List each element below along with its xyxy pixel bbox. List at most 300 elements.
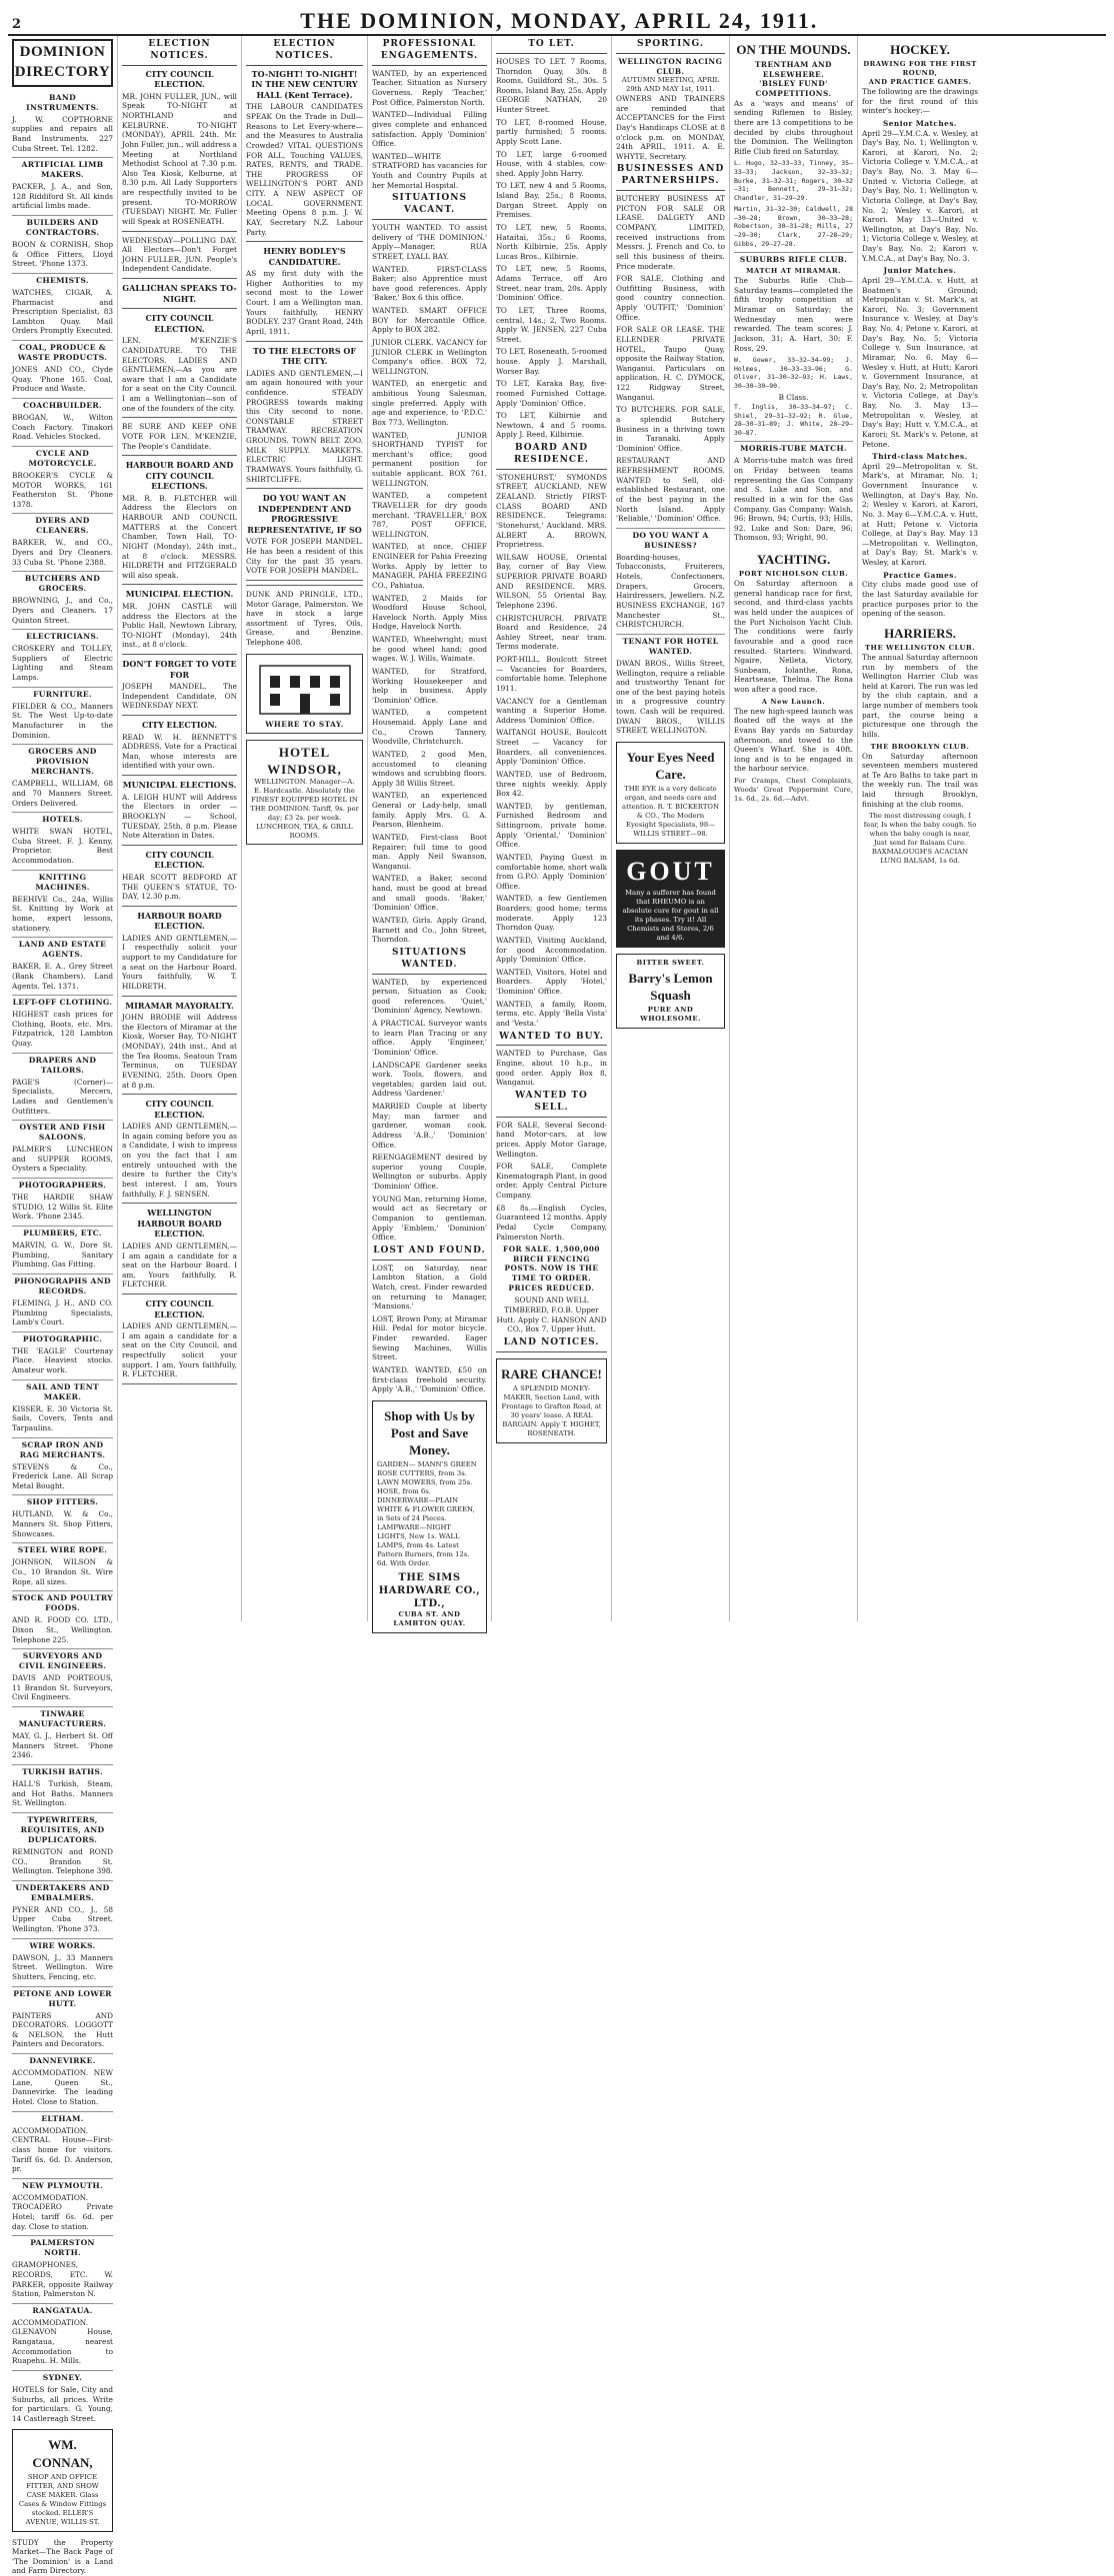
business-header: BUSINESSES AND PARTNERSHIPS. <box>616 164 725 191</box>
directory-section-title: HOTELS. <box>12 812 113 825</box>
notice-heading: HARBOUR BOARD AND CITY COUNCIL ELECTIONS. <box>125 460 234 492</box>
yachting-heading: YACHTING. <box>756 552 831 568</box>
notice-text: JOHN BRODIE will Address the Electors of Miramar at the Kiosk, Worser Bay, TO-NIGHT (MONDAY), 24th inst., And at the Tea Rooms, Seatoun Tram Terminus, on TUESDAY EVENING, 25th. Doors Open at 8 p.m. <box>122 1013 237 1090</box>
directory-section-title: SURVEYORS AND CIVIL ENGINEERS. <box>12 1648 113 1671</box>
brooklyn-text: On Saturday afternoon seventeen members mustered at Te Aro Baths to take part in the weekly run. The trail was laid through Brooklyn, finishing at the club rooms. <box>862 751 978 809</box>
classified-item: WANTED, a few Gentlemen Boarders; good home; terms moderate. Apply 123 Thorndon Quay. <box>496 894 607 933</box>
directory-entry: HUTLAND, W. & Co., Manners St. Shop Fitters, Showcases. <box>12 1509 113 1538</box>
directory-section-title: DANNEVIRKE. <box>12 2053 113 2066</box>
mounds-intro: As a 'ways and means' of sending Riflemen to Bisley, there are 13 competitions to be decided by clubs throughout the Dominion. The Wellington Rifle Club fired on Saturday. <box>734 98 853 156</box>
directory-section-title: KNITTING MACHINES. <box>12 870 113 893</box>
notice-heading: MIRAMAR MAYORALTY. <box>125 1000 234 1011</box>
column-directory <box>8 36 118 2576</box>
directory-entry: DAVIS AND PORTEOUS, 11 Brandon St. Surveyors, Civil Engineers. <box>12 1673 113 1702</box>
property-note: STUDY the Property Market—The Back Page of 'The Dominion' is a Land and Farm Directory. <box>12 2537 113 2576</box>
election-notice <box>122 69 237 227</box>
notice-text: AS my first duty with the Higher Authorities to my second most to the Lower Court. I am a Wellington man. Yours faithfully, HENRY BODLEY. 237 Grant Road, 24th April, 1911. <box>246 269 363 336</box>
practice-title: Practice Games. <box>883 570 957 580</box>
hotel-text: WELLINGTON. Manager—A. E. Hardcastle. Absolutely the FINEST EQUIPPED HOTEL IN THE DOMINION. Tariff, 9s. per day; £3 2s. per week. LUNCHEON, TEA, & GRILL ROOMS. <box>250 778 359 841</box>
directory-entry: ACCOMMODATION. GLENAVON House, Rangataua, nearest Accommodation to Ruapehu. H. Mills. <box>12 2317 113 2366</box>
mounds-heading: ON THE MOUNDS. <box>736 42 851 57</box>
notice-heading: CITY COUNCIL ELECTION. <box>145 313 214 334</box>
professional-header: PROFESSIONAL ENGAGEMENTS. <box>372 39 487 66</box>
page-number: 2 <box>12 17 22 32</box>
notice-divider <box>122 278 237 279</box>
notice-heading: GALLICHAN SPEAKS TO-NIGHT. <box>122 283 237 304</box>
classified-item: £8 8s.—English Cycles, Guaranteed 12 months. Apply Pedal Cycle Company, Palmerston North. <box>496 1203 607 1242</box>
morris-text: A Morris-tube match was fired on Friday between teams representing the Gas Company and S. Luke and Son, and resulted in a win for the Gas Company. Gas Company: Walsh, 96; Brown, 94; Curtis, 93; Hills, 92. Luke and Son: Dare, 96; Thomson, 93; Wright, 90. <box>734 456 853 543</box>
directory-entry: KISSER, E. 30 Victoria St. Sails, Covers, Tents and Tarpaulins. <box>12 1403 113 1432</box>
classified-item: WANTED, a competent TRAVELLER for dry goods merchant. 'TRAVELLER,' BOX 787, POST OFFICE, WELLINGTON. <box>372 491 487 539</box>
classified-item: WANTED, Paying Guest in comfortable home, short walk from G.P.O. Apply 'Dominion' Office. <box>496 852 607 891</box>
sporting-header: SPORTING. <box>616 39 725 54</box>
newspaper-title: THE DOMINION, MONDAY, APRIL 24, 1911. <box>300 8 819 33</box>
election-notice <box>246 69 363 237</box>
classified-item: PORT-HILL, Boulcott Street — Vacancies for Boarders, comfortable home. Telephone 1911. <box>496 655 607 693</box>
eyes-title: Your Eyes Need Care. <box>626 749 715 783</box>
column-rifle <box>730 36 858 1621</box>
hockey-sub: DRAWING FOR THE FIRST ROUND, <box>863 60 977 78</box>
classified-item: TO LET, Kilbirnie and Newtown, 4 and 5 rooms. Apply J. Reed, Kilbirnie. <box>496 411 607 440</box>
directory-section-title: BUTCHERS AND GROCERS. <box>12 571 113 594</box>
professional-items <box>372 69 487 191</box>
directory-section-title: TYPEWRITERS, REQUISITES, AND DUPLICATORS. <box>12 1812 113 1845</box>
suburbs-header: SUBURBS RIFLE CLUB. <box>734 252 853 265</box>
hockey-intro: The following are the drawings for the first round of this winter's hockey:— <box>862 87 978 116</box>
cramps-ad: For Cramps, Chest Complaints, Woods' Great Peppermint Cure, 1s. 6d., 2s. 6d.—Advt. <box>734 777 853 803</box>
connan-text: SHOP AND OFFICE FITTER, AND SHOW CASE MAKER. Glass Cases & Window Fittings stocked. ELLER'S AVENUE, WILLIS ST. <box>18 2472 107 2526</box>
classified-item: WANTED, First-class Boot Repairer; full time to good man. Apply Neil Swanson, Wanganui. <box>372 832 487 871</box>
wanted-buy-header: WANTED TO BUY. <box>496 1032 607 1047</box>
notice-text: LEN. M'KENZIE'S CANDIDATURE. TO THE ELECTORS. LADIES AND GENTLEMEN,—As you are aware that I am a Candidate for a seat on the City Council. I am a Wellingtonian—son of one of the founders of the city. <box>122 336 237 413</box>
notice-heading: TO THE ELECTORS OF THE CITY. <box>252 345 357 367</box>
notice-divider <box>122 584 237 585</box>
notice-divider <box>122 715 237 716</box>
squash-sub: PURE AND WHOLESOME. <box>640 1006 701 1024</box>
notice-heading: DO YOU WANT AN INDEPENDENT AND PROGRESSIVE REPRESENTATIVE, IF SO <box>247 493 362 535</box>
classified-item: LOST, Brown Pony, at Miramar Hill. Pedal for motor bicycle. Finder rewarded. Eager Sewing Machines, Willis Street. <box>372 1313 487 1362</box>
directory-section-title: RANGATAUA. <box>12 2303 113 2316</box>
column-situations <box>368 36 492 1628</box>
classified-item: TO LET, 8-roomed House, partly furnished; 5 rooms. Apply Scott Lane. <box>496 117 607 146</box>
board-header: BOARD AND RESIDENCE. <box>496 443 607 470</box>
directory-entry: WHITE SWAN HOTEL, Cuba Street. F. J. Kenny, Proprietor. Best Accommodation. <box>12 827 113 866</box>
directory-entry: BEEHIVE Co., 24a, Willis St. Knitting by Work at home, expert lessons, stationery. <box>12 894 113 933</box>
directory-entry: BARKER, W., and CO., Dyers and Dry Cleaners. 33 Cuba St. 'Phone 2388. <box>12 538 113 567</box>
classified-item: FOR SALE, Several Second-hand Motor-cars, at low prices. Apply Motor Garage, Wellington. <box>496 1120 607 1159</box>
directory-entry: GRAMOPHONES, RECORDS, ETC. W. PARKER, opposite Railway Station, Palmerston N. <box>12 2260 113 2299</box>
election-notice <box>122 1208 237 1289</box>
directory-section-title: CHEMISTS. <box>12 273 113 286</box>
directory-section-title: OYSTER AND FISH SALOONS. <box>12 1120 113 1143</box>
election-notice <box>122 1298 237 1379</box>
rare-chance-ad <box>496 1358 607 1443</box>
directory-section-title: LEFT-OFF CLOTHING. <box>12 995 113 1008</box>
notice-heading: TO-NIGHT! TO-NIGHT! IN THE NEW CENTURY HALL (Kent Terrace). <box>251 68 358 100</box>
directory-entry: BROGAN, W., Wilton Coach Factory. Tinakori Road. Vehicles Stocked. <box>12 413 113 442</box>
rare-chance-text: A SPLENDID MONEY-MAKER, Section Land, with Frontage to Grafton Road, at 30 years' lease. A REAL BARGAIN. Apply T. HIGHET, ROSENEATH. <box>501 1383 602 1437</box>
to-let-items <box>496 57 607 440</box>
squash-ad <box>616 954 725 1029</box>
sims-text: GARDEN— MANN'S GREEN ROSE CUTTERS, from 3s. LAWN MOWERS, from 25s. HOSE, from 6s. DINNERWARE—PLAIN WHITE & FLOWER GREEN, in Sets of 24 Pieces. LAMPWARE—NIGHT LIGHTS, New 1s. WALL LAMPS, from 4s. Latest Pattern Burners, from 12s. 6d. With Order. <box>377 1460 477 1567</box>
notice-text: THE LABOUR CANDIDATES SPEAK On the Trade in Dull—Reasons to Let Every-where—and the Measures to Australia Crowded? VITAL QUESTIONS FOR ALL, Touching VALUES, RATES, RENTS, and TRADE. THE PROGRESS OF WELLINGTON'S PORT AND CITY. A NEW ASPECT OF LOCAL GOVERNMENT. Meeting Opens 8 p.m. J. W. KAY, Secretary N.Z. Labour Party. <box>246 102 363 237</box>
classified-item: HOUSES TO LET. 7 Rooms, Thorndon Quay, 30s. 8 Rooms, Guildford St., 30s. 5 Rooms, Island Bay, 25s. Apply GEORGE NATHAN, 20 Hunter Street. <box>496 56 607 114</box>
yachting-sub: PORT NICHOLSON CLUB. <box>738 570 849 579</box>
business-items <box>616 194 725 524</box>
directory-section-title: DRAPERS AND TAILORS. <box>12 1053 113 1076</box>
notice-text: MR. JOHN FULLER, JUN., will Speak TO-NIGHT at NORTHLAND and KELBURNE. TO-NIGHT (MONDAY), APRIL 24th. Mr. John Fuller, jun., will address a Meeting at Northland Methodist School at 7.30 p.m. Also Tea Kiosk, Kelburne, at 8.30 p.m. All Lady Supporters are respectfully invited to be present. TO-MORROW (TUESDAY) NIGHT. Mr. Fuller will Speak at ROSENEATH. <box>122 91 237 226</box>
directory-entry: STEVENS & Co., Frederick Lane. All Scrap Metal Bought. <box>12 1461 113 1490</box>
classified-item: TO LET, large 6-roomed House, with 4 stables, cow-shed. Apply John Harry. <box>496 149 607 178</box>
notice-heading: MUNICIPAL ELECTIONS. <box>122 780 237 791</box>
classified-item: TO LET, Karaka Bay, five-roomed Furnished Cottage. Apply 'Dominion' Office. <box>496 379 607 408</box>
directory-entry: BAKER, E. A., Grey Street (Bank Chambers). Land Agents. Tel. 1371. <box>12 962 113 991</box>
balsam-ad: The most distressing cough, I fear, Is when the baby cough. So when the baby cough is near, Just send for Balsam Cure. BAXMALOUGH'S ACACIAN LUNG BALSAM, 1s 6d. <box>863 812 977 866</box>
squash-tag: BITTER SWEET. <box>636 959 705 968</box>
classified-item: A PRACTICAL Surveyor wants to learn Plan Tracing or any office. Apply 'Engineer,' 'Dominion' Office. <box>372 1019 487 1057</box>
notice-heading: HENRY BODLEY'S CANDIDATURE. <box>263 246 346 267</box>
notice-divider <box>122 308 237 309</box>
election-notice <box>122 313 237 413</box>
directory-section-title: PALMERSTON NORTH. <box>12 2235 113 2258</box>
new-launch-title: A New Launch. <box>761 697 826 706</box>
suburbs-scores-a: W. Gower, 33—32—34—99; J. Holmes, 30—33—33—96; G. Oliver, 31—30—32—93; H. Laws, 30—30—30—90. <box>734 356 853 390</box>
hockey-sub2: AND PRACTICE GAMES. <box>868 78 972 87</box>
election-notice <box>122 1099 237 1199</box>
directory-entry: THE 'EAGLE' Courtenay Place. Heaviest stocks. Amateur work. <box>12 1345 113 1375</box>
directory-section-title: PHONOGRAPHS AND RECORDS. <box>12 1274 113 1296</box>
election-notices-1 <box>122 69 237 1384</box>
notice-text: LADIES AND GENTLEMEN,—In again coming before you as a Candidate, I wish to impress on you the fact that I am entirely untouched with the desire to further the City's best interest. I am, Yours faithfully, F. J. SENSEN. <box>122 1122 237 1199</box>
notice-divider <box>122 906 237 907</box>
notice-text: LADIES AND GENTLEMEN,—I am again honoured with your confidence. STEADY PROGRESS towards making this City second to none. CONSTABLE STREET TRAMWAY. RECREATION GROUNDS. TOWN BELT. ZOO. MILK SUPPLY. MARKETS. ELECTRIC LIGHT. TRAMWAYS. Yours faithfully, G. SHIRTCLIFFE. <box>246 368 363 484</box>
notice-heading: CITY COUNCIL ELECTION. <box>145 68 214 90</box>
classified-item: WANTED, 2 Maids for Woodford House School, Havelock North. Apply Miss Hodge, Havelock North. <box>372 593 487 632</box>
tenant-title: TENANT FOR HOTEL WANTED. <box>616 634 725 657</box>
timber-ad: SOUND AND WELL TIMBERED, F.O.B. Upper Hutt. Apply C. HANSON AND CO., Box 7, Upper Hutt. <box>496 1295 607 1334</box>
directory-entry: FLEMING, J. H., AND CO. Plumbing Specialists, Lamb's Court. <box>12 1297 113 1327</box>
directory-section-title: PHOTOGRAPHIC. <box>12 1331 113 1344</box>
to-let-header: TO LET. <box>496 39 607 54</box>
directory-entry: BROOKER'S CYCLE & MOTOR WORKS, 161 Featherston St. 'Phone 1378. <box>12 470 113 509</box>
election-header-1: ELECTION NOTICES. <box>122 39 237 66</box>
where-to-stay-cut <box>246 654 363 734</box>
election-notices-2 <box>246 69 363 581</box>
notice-divider <box>122 845 237 846</box>
directory-entry: PALMER'S LUNCHEON and SUPPER ROOMS, Oysters a Speciality. <box>12 1145 113 1174</box>
notice-divider <box>122 1203 237 1204</box>
junior-text: April 29—Y.M.C.A. v. Hutt, at Boatmen's Ground; Metropolitan v. St. Mark's, at Karori, No. 3; Government Insurance v. Wesley, at Day's Bay, No. 4; Petone v. Karori, at Day's Bay, No. 5; Victoria College v. Sun Insurance, at Miramar, No. 6. May 6—Wesley v. Hutt, at Hutt; Karori v. Government Insurance, at Day's Bay, No. 2; Metropolitan v. Victoria College, at Day's Bay, No. 3. May 13—Metropolitan v. Wesley, at Day's Bay; Hutt v. Y.M.C.A., at Karori; St. Mark's v. Petone, at Petone. <box>862 275 978 449</box>
classified-item: WANTED, JUNIOR SHORTHAND TYPIST for merchant's office; good permanent position for suitable applicant. BOX 761, WELLINGTON. <box>372 430 487 488</box>
directory-entry: BOON & CORNISH, Shop & Office Fitters, Lloyd Street. 'Phone 1373. <box>12 240 113 269</box>
classified-item: WANTED, by an experienced Teacher, Situation as Nursery Governess. Reply 'Teacher,' Post Office, Palmerston North. <box>372 68 487 107</box>
classified-item: RESTAURANT AND REFRESHMENT ROOMS. WANTED to Sell, old-established Restaurant, one of the best paying in the North Island. Apply 'Reliable,' 'Dominion' Office. <box>616 456 725 524</box>
eyes-text: THE EYE is a very delicate organ, and needs care and attention. R. T. BICKERTON & CO., The Modern Eyesight Specialists, 98—WILLIS STREET—98. <box>622 785 719 839</box>
notice-text: READ W. H. BENNETT'S ADDRESS, Vote for a Practical Man, whose interests are identified with your own. <box>122 732 237 771</box>
classified-item: 'STONEHURST,' SYMONDS STREET, AUCKLAND, NEW ZEALAND. Strictly FIRST-CLASS BOARD AND RESIDENCE. Telegrams: 'Stonehurst,' Auckland. MRS. ALBERT A. BROWN, Proprietress. <box>496 472 607 550</box>
directory-section-title: SHOP FITTERS. <box>12 1494 113 1507</box>
situations-wanted-items <box>372 978 487 1243</box>
race-subtitle: AUTUMN MEETING, APRIL 29th AND MAY 1st, 1911. <box>621 76 720 94</box>
notice-heading: CITY COUNCIL ELECTION. <box>145 1099 214 1120</box>
directory-entry: REMINGTON and ROND CO., Brandon St. Wellington. Telephone 398. <box>12 1846 113 1876</box>
classified-item: WANTED—Individual Filling gives complete and enhanced satisfaction. Apply 'Dominion' Office. <box>372 110 487 149</box>
board-items <box>496 473 607 1029</box>
election-header-2: ELECTION NOTICES. <box>246 39 363 66</box>
directory-section-title: ARTIFICIAL LIMB MAKERS. <box>12 157 113 180</box>
classified-item: WANTED, for Stratford, Working Housekeeper and help in business. Apply 'Dominion' Office. <box>372 666 487 705</box>
directory-entry: FIELDER & CO., Manners St. The West Up-to-date Manufacturer in the Dominion. <box>12 701 113 740</box>
notice-text: WEDNESDAY—POLLING DAY. All Electors—Don't Forget JOHN FULLER, JUN. People's Independent Candidate. <box>122 235 237 274</box>
directory-section-title: SCRAP IRON AND RAG MERCHANTS. <box>12 1437 113 1460</box>
hotel-name: HOTEL WINDSOR, <box>267 744 342 778</box>
wanted-general: WANTED. WANTED, £50 on first-class freehold security. Apply 'A.B.,' 'Dominion' Office. <box>372 1364 487 1394</box>
third-title: Third-class Matches. <box>872 452 968 462</box>
directory-entry: BROWNING, J., and Co., Dyers and Cleaners. 17 Quinton Street. <box>12 596 113 625</box>
column-sporting <box>612 36 730 1621</box>
classified-item: REENGAGEMENT desired by superior young Couple, Wellington or suburbs. Apply 'Dominion' Office. <box>372 1153 487 1191</box>
situations-vacant-header: SITUATIONS VACANT. <box>372 193 487 220</box>
mounds-scores-2: Martin, 31—32—30; Caldwell, 28—30—28; Brown, 30—33—28; Robertson, 30—31—28; Mills, 27—29—30; Clark, 27—28—29; Gibbs, 29—27—28. <box>734 205 853 248</box>
sims-title: Shop with Us by Post and Save Money. <box>384 1407 475 1458</box>
notice-divider <box>122 654 237 655</box>
election-notice <box>246 493 363 576</box>
election-notice <box>122 422 237 451</box>
classified-item: WILSAW HOUSE, Oriental Bay, corner of Bay View. SUPERIOR PRIVATE BOARD AND RESIDENCE. MRS. WILSON, 55 Oriental Bay. Telephone 2396. <box>496 552 607 610</box>
notice-text: JOSEPH MANDEL, The Independent Candidate, ON WEDNESDAY NEXT. <box>122 682 237 711</box>
directory-section-title: PHOTOGRAPHERS. <box>12 1178 113 1191</box>
building-icon <box>255 658 355 718</box>
practice-text: City clubs made good use of the last Saturday available for practice purposes prior to the opening of the season. <box>862 580 978 619</box>
directory-section-title: FURNITURE. <box>12 687 113 700</box>
suburbs-sub: MATCH AT MIRAMAR. <box>746 267 841 276</box>
directory-section-title: DYERS AND CLEANERS. <box>12 513 113 536</box>
directory-section-title: COAL, PRODUCE & WASTE PRODUCTS. <box>12 340 113 363</box>
directory-entry: DAWSON, J., 33 Manners Street. Wellington. Wire Shutters, Fencing, etc. <box>12 1952 113 1981</box>
notice-divider <box>246 241 363 242</box>
dwan-text: DWAN BROS., Willis Street, Wellington, require a reliable and trustworthy Tenant for one of the best paying hotels in a progressive country town. Cash will be required. DWAN BROS., WILLIS STREET, WELLINGTON. <box>616 658 725 736</box>
eyes-ad <box>616 742 725 844</box>
masthead-spacer <box>1097 17 1102 32</box>
directory-section-title: BAND INSTRUMENTS. <box>26 92 99 112</box>
directory-entry: HIGHEST cash prices for Clothing, Boots, etc. Mrs. Fitzpatrick, 128 Lambton Quay. <box>12 1010 113 1049</box>
classified-item: WANTED, Wheelwright; must be good wheel hand; good wages. W. J. Wills, Waimate. <box>372 635 487 664</box>
connan-name: WM. CONNAN, <box>32 2437 93 2470</box>
junior-title: Junior Matches. <box>883 266 957 276</box>
classified-item: WANTED, an experienced General or Lady-help, small family. Apply Mrs. G. A. Pearson, Blenheim. <box>372 791 487 830</box>
election-notice <box>122 911 237 992</box>
directory-section-title: GROCERS AND PROVISION MERCHANTS. <box>12 744 113 777</box>
election-notice <box>246 246 363 336</box>
directory-entry: CAMPBELL, WILLIAM, 68 and 70 Manners Street. Orders Delivered. <box>12 779 113 808</box>
classified-item: WAITANGI HOUSE, Boulcott Street — Vacancy for Boarders, all conveniences. Apply 'Dominion' Office. <box>496 728 607 767</box>
class-b-label: B Class. <box>778 393 809 403</box>
directory-heading: DOMINION DIRECTORY <box>12 39 113 87</box>
election-notice <box>122 659 237 711</box>
column-election-1 <box>118 36 242 1621</box>
directory-entry: PAINTERS AND DECORATORS. LOGGOTT & NELSON, the Hutt Painters and Decorators. <box>12 2010 113 2049</box>
notice-divider <box>122 417 237 418</box>
sims-name: THE SIMS HARDWARE CO., LTD., <box>378 1571 481 1610</box>
classified-item: WANTED, by experienced person, Situation as Cook; good references. 'Quiet,' 'Dominion' Agency, Newtown. <box>372 977 487 1016</box>
classified-item: WANTED, use of Bedroom, three nights weekly. Apply Box 42. <box>496 769 607 799</box>
classified-item: FOR SALE, Clothing and Outfitting Business, with good country connection. Apply 'OUTFIT,' 'Dominion' Office. <box>616 274 725 322</box>
election-notice <box>122 850 237 902</box>
lost-found-items <box>372 1264 487 1362</box>
mounds-scores-1: L. Hugo, 32—33—33, Tinney, 35—33—33; Jackson, 32—33—32; Burke, 31—32—31; Rogers, 30—32—31; Bennett, 29—31—32; Chandler, 31—29—29. <box>734 159 853 202</box>
column-election-2 <box>242 36 368 1621</box>
directory-section-title: SAIL AND TENT MAKER. <box>12 1379 113 1402</box>
election-notice <box>122 720 237 771</box>
directory-section-title: UNDERTAKERS AND EMBALMERS. <box>12 1880 113 1903</box>
classified-item: WANTED, at once, CHIEF ENGINEER for Pahia Freezing Works. Apply by letter to MANAGER, PAHIA FREEZING CO., Pahiatua. <box>372 542 487 590</box>
directory-section-title: STEEL WIRE ROPE. <box>12 1542 113 1555</box>
classified-item: TO LET, Roseneath, 5-roomed house. Apply J. Marshall, Worser Bay. <box>496 347 607 376</box>
notice-heading: MUNICIPAL ELECTION. <box>125 589 234 600</box>
sims-address: CUBA ST. AND LAMBTON QUAY. <box>393 1610 466 1628</box>
notice-heading: CITY ELECTION. <box>142 720 217 731</box>
directory-section-title: PETONE AND LOWER HUTT. <box>12 1986 113 2009</box>
land-notices-header: LAND NOTICES. <box>496 1337 607 1352</box>
directory-entry: HOTELS for Sale, City and Suburbs, all prices. Write for particulars. G. Young, 14 Castlereagh Street. <box>12 2384 113 2423</box>
directory-section-title: COACHBUILDER. <box>12 398 113 411</box>
notice-divider <box>122 231 237 232</box>
notice-heading: CITY COUNCIL ELECTION. <box>145 1298 214 1319</box>
classified-item: TO LET, Three Rooms, central, 14s.; 2, Two Rooms. Apply W. JENSEN, 227 Cuba Street. <box>496 305 607 344</box>
notice-text: MR. R. B. FLETCHER will Address the Electors on HARBOUR AND COUNCIL MATTERS at the Concert Chamber, Town Hall, TO-NIGHT (Monday), 24th inst., at 8 o'clock. MESSRS. HILDRETH and FITZGERALD will also speak. <box>122 493 237 580</box>
election-notice <box>122 283 237 304</box>
columns <box>8 36 1106 2576</box>
classified-item: CHRISTCHURCH. PRIVATE Board and Residence, 24 Ashley Street, near tram. Terms moderate. <box>496 613 607 652</box>
notice-divider <box>122 1293 237 1294</box>
directory-section-title: ELTHAM. <box>12 2111 113 2124</box>
classified-item: WANTED, 2 good Men, accustomed to cleaning windows and scrubbing floors. Apply 38 Willis Street. <box>372 749 487 788</box>
notice-text: LADIES AND GENTLEMEN,—I respectfully solicit your support to my Candidature for a seat on the Harbour Board. Yours faithfully, W. T. HILDRETH. <box>122 933 237 991</box>
harriers-heading: HARRIERS. <box>884 625 956 641</box>
gout-title: GOUT <box>626 857 715 886</box>
classified-item: WANTED. FIRST-CLASS Baker; also Apprentice must have good references. Apply 'Baker,' Box 6 this office. <box>372 264 487 303</box>
fencing-ad: FOR SALE. 1,500,000 BIRCH FENCING POSTS. NOW IS THE TIME TO ORDER. PRICES REDUCED. <box>503 1245 600 1292</box>
third-text: April 29—Metropolitan v. St. Mark's, at Miramar, No. 1; Government Insurance v. Wellington, at Day's Bay, No. 2; Wesley v. Karori, at Karori, No. 3. May 6—Y.M.C.A. v. Hutt, at Hutt; Petone v. Victoria College, at Day's Bay. May 13—Metropolitan v. Wellington, at Day's Bay; St. Mark's v. Wesley, at Karori. <box>862 461 978 568</box>
classified-item: WANTED. SMART OFFICE BOY for Mercantile Office. Apply to BOX 282. <box>372 306 487 335</box>
harriers-sub: THE WELLINGTON CLUB. <box>864 643 975 652</box>
classified-item: JUNIOR CLERK. VACANCY for JUNIOR CLERK in Wellington Company's office. BOX 72, WELLINGTON. <box>372 337 487 376</box>
wanted-sell-items <box>496 1121 607 1243</box>
directory-section-title: CYCLE AND MOTORCYCLE. <box>12 446 113 469</box>
directory-section-title: ELECTRICIANS. <box>12 629 113 642</box>
directory-entry: J. W. COPTHORNE supplies and repairs all Band Instruments. 227 Cuba Street. Tel. 1282. <box>12 114 113 153</box>
directory-entry: JONES AND CO., Clyde Quay. 'Phone 165. Coal, Produce and Waste. <box>12 365 113 394</box>
notice-divider <box>122 996 237 997</box>
election-notice <box>122 236 237 275</box>
classified-item: WANTED, a family, Room, terms, etc. Apply 'Bella Vista' and 'Vesta.' <box>496 999 607 1028</box>
where-to-stay-caption: WHERE TO STAY. <box>265 720 344 730</box>
notice-text: BE SURE AND KEEP ONE VOTE FOR LEN. M'KENZIE, The People's Candidate. <box>122 422 237 451</box>
want-business-text: Boarding-houses, Tobacconists, Fruiterers, Hotels, Confectioners, Drapers, Grocers, Hairdressers, Jewellers. N.Z. BUSINESS EXCHANGE, 167 Manchester St., CHRISTCHURCH. <box>616 552 725 630</box>
notice-text: VOTE FOR JOSEPH MANDEL. He has been a resident of this City for the past 35 years. VOTE FOR JOSEPH MANDEL. <box>246 537 363 576</box>
notice-divider <box>122 455 237 456</box>
directory-entry: ACCOMMODATION. CENTRAL House—First-class home for visitors. Tariff 6s. 6d. D. Anderson, pr. <box>12 2125 113 2174</box>
classified-item: WANTED, a competent Housemaid. Apply Lane and Co., Crown Tannery, Woodville, Christchurch. <box>372 708 487 747</box>
race-text: OWNERS AND TRAINERS are reminded that ACCEPTANCES for the First Day's Handicaps CLOSE at 8 o'clock p.m. on MONDAY, 24th APRIL, 1911. A. E. WHYTE, Secretary. <box>616 94 725 161</box>
classified-item: TO LET, new 4 and 5 Rooms, Island Bay, 25s.; 8 Rooms, Dargan Street. Apply on Premises. <box>496 181 607 220</box>
directory-section-title: PLUMBERS, ETC. <box>12 1226 113 1239</box>
situations-wanted-header: SITUATIONS WANTED. <box>372 948 487 975</box>
directory-entry: PAGE'S (Corner)—Specialists, Mercers, Ladies and Gentlemen's Outfitters. <box>12 1077 113 1116</box>
hotel-windsor-ad <box>246 740 363 845</box>
directory-entry: PYNER AND CO., J., 58 Upper Cuba Street. Wellington. 'Phone 373. <box>12 1904 113 1934</box>
directory-section-title: STOCK AND POULTRY FOODS. <box>12 1590 113 1613</box>
masthead <box>8 6 1106 36</box>
classified-item: TO BUTCHERS. FOR SALE, a splendid Butchery Business in a thriving town in Taranaki. Apply 'Dominion' Office. <box>616 405 725 453</box>
notice-divider <box>122 775 237 776</box>
notice-text: LADIES AND GENTLEMEN,—I am again a candidate for a seat on the Harbour Board. I am, Yours faithfully, R. FLETCHER. <box>122 1241 237 1289</box>
notice-divider <box>122 1383 237 1384</box>
notice-heading: HARBOUR BOARD ELECTION. <box>137 910 222 932</box>
directory-section-title: WIRE WORKS. <box>12 1938 113 1951</box>
mounds-sub2: 'BISLEY FUND' COMPETITIONS. <box>755 79 832 99</box>
notice-heading: DON'T FORGET TO VOTE FOR <box>122 659 237 680</box>
wanted-sell-header: WANTED TO SELL. <box>496 1091 607 1118</box>
directory-section-title: NEW PLYMOUTH. <box>12 2178 113 2191</box>
directory-entry: JOHNSON, WILSON & Co., 10 Brandon St. Wire Rope, all sizes. <box>12 1557 113 1586</box>
mounds-sub: TRENTHAM AND ELSEWHERE. <box>755 60 832 79</box>
directory-list <box>12 91 113 2424</box>
directory-entry: MARVIN, G. W., Dore St. Plumbing, Sanitary Plumbing. Gas Fitting. <box>12 1240 113 1270</box>
suburbs-text: The Suburbs Rifle Club—Saturday teams—completed the fifth trophy competition at Miramar on Saturday; the Wednesday men were rewarded. The team scores: J. Jackson, 31; A. Hart, 30; F. Ross, 29. <box>734 276 853 353</box>
connan-ad <box>12 2429 113 2531</box>
directory-entry: PACKER, J. A., and Son, 128 Riddiford St. All kinds artificial limbs made. <box>12 182 113 211</box>
dunk-ad: DUNK AND PRINGLE, LTD., Motor Garage, Palmerston. We have in stock a large assortment of Tyres, Oils, Grease, and Benzine. Telephone 408. <box>246 589 363 648</box>
classified-item: YOUTH WANTED. TO assist delivery of 'THE DOMINION.' Apply—Manager, RUA STREET, LYALL BAY. <box>372 223 487 261</box>
situations-vacant-items <box>372 223 487 945</box>
notice-text: HEAR SCOTT BEDFORD AT THE QUEEN'S STATUE, TO-DAY, 12.30 p.m. <box>122 872 237 902</box>
classified-item: LANDSCAPE Gardener seeks work. Tools, flowers, and vegetables; garden laid out. Address 'Gardener.' <box>372 1060 487 1099</box>
election-notice <box>122 460 237 580</box>
classified-item: MARRIED Couple at liberty May; man farmer and gardener, woman cook. Address 'A.B.,' 'Dominion' Office. <box>372 1102 487 1150</box>
election-notice <box>246 346 363 485</box>
classified-item: WANTED to Purchase, Gas Engine, about 10 h.p., in good order. Apply Box 8, Wanganui. <box>496 1049 607 1088</box>
column-hockey <box>858 36 982 1621</box>
classified-item: WANTED, Girls. Apply Grand, Barnett and Co., John Street, Thorndon. <box>372 915 487 945</box>
directory-section-title: SYDNEY. <box>12 2370 113 2383</box>
lost-found-header: LOST AND FOUND. <box>372 1246 487 1261</box>
brooklyn-sub: THE BROOKLYN CLUB. <box>870 742 970 751</box>
notice-divider <box>246 580 363 581</box>
classified-item: FOR SALE, Complete Kinematograph Plant, in good order. Apply Central Picture Company. <box>496 1162 607 1200</box>
directory-section-title: LAND AND ESTATE AGENTS. <box>12 937 113 960</box>
notice-text: A. LEIGH HUNT will Address the Electors in order — BROOKLYN — School, TUESDAY, 25th, 8 p.m. Please Note Alteration in Dates. <box>122 792 237 841</box>
classified-item: BUTCHERY BUSINESS AT PICTON FOR SALE OR LEASE. DALGETY AND COMPANY, LIMITED, received instructions from Messrs. J. French and Co. to sell this business of theirs. Price moderate. <box>616 194 725 271</box>
directory-entry: ACCOMMODATION. TROCADERO Private Hotel; tariff 6s. 6d. per day. Close to station. <box>12 2192 113 2231</box>
directory-entry: HALL'S Turkish, Steam, and Hot Baths. Manners St. Wellington. <box>12 1778 113 1808</box>
yachting-text: On Saturday afternoon a general handicap race for first, second, and third-class yachts was held under the auspices of the Port Nicholson Yacht Club. The conditions were fairly favourable and a good race resulted. Starters: Windward, Ngaire, Nelleta, Victory, Sunbeam, Iolanthe, Rona, Heartsease, Thelma. The Rona won after a good race. <box>734 579 853 695</box>
election-notice <box>122 589 237 650</box>
notice-divider <box>122 1094 237 1095</box>
classified-item: LOST, on Saturday, near Lambton Station, a Gold Watch, crest. Finder rewarded on returning to Manager, 'Mansions.' <box>372 1263 487 1311</box>
classified-item: YOUNG Man, returning Home, would act as Secretary or Companion to gentleman. Apply 'Emblem,' 'Dominion' Office. <box>372 1194 487 1243</box>
squash-title: Barry's Lemon Squash <box>628 971 713 1004</box>
directory-entry: MAY, G. J., Herbert St. Off Manners Street. 'Phone 2346. <box>12 1731 113 1760</box>
want-business-title: DO YOU WANT A BUSINESS? <box>616 528 725 551</box>
harriers-text: The annual Saturday afternoon run by members of the Wellington Harrier Club was held at Karori. The run was led by the club captain, and a large number of members took part, the course being a picturesque one through the hills. <box>862 652 978 739</box>
directory-entry: ACCOMMODATION. NEW Lane, Queen St., Dannevirke. The leading Hotel. Close to Station. <box>12 2068 113 2106</box>
directory-entry: CROSKERY and TOLLEY, Suppliers of Electric Lighting and Steam Lamps. <box>12 644 113 683</box>
notice-text: MR. JOHN CASTLE will address the Electors at the Public Hall, Newtown Library, TO-NIGHT (Monday), 24th inst., at 8 o'clock. <box>122 601 237 650</box>
notice-divider <box>246 488 363 489</box>
gout-text: Many a sufferer has found that RHEUMO is an absolute cure for gout in all its phases. Try it! All Chemists and Stores, 2/6 and 4/6. <box>622 889 719 943</box>
classified-item: VACANCY for a Gentleman wanting a Superior Home. Address 'Dominion' Office. <box>496 696 607 725</box>
